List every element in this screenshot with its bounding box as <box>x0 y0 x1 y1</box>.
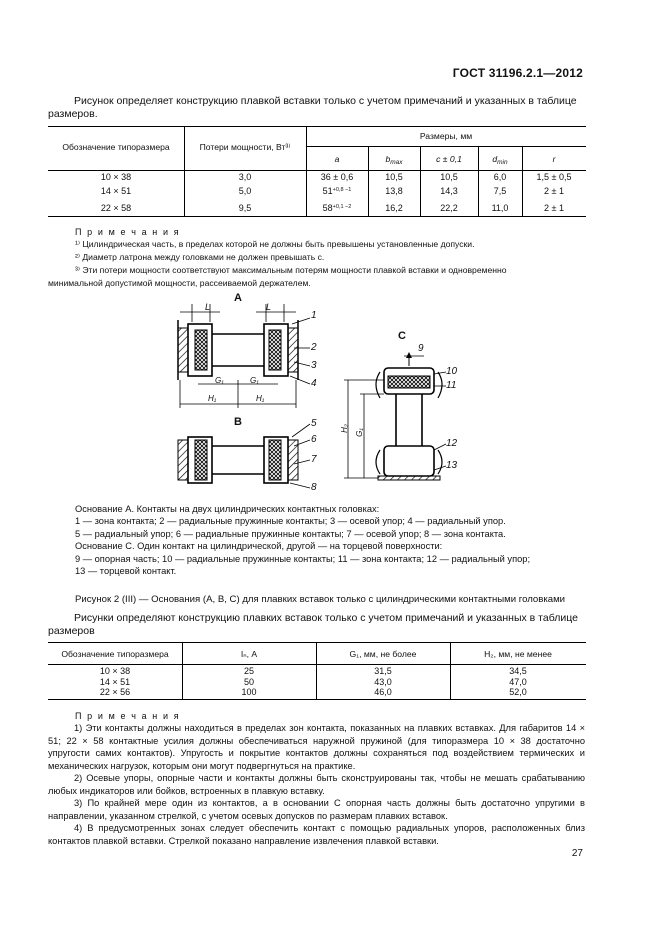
col-designation: Обозначение типоразмера <box>62 142 170 152</box>
base-a-drawing <box>178 304 310 408</box>
intro-paragraph-1: Рисунок определяет конструкцию плавкой вставки только с учетом примечаний и указанных в таблице размеров. <box>48 95 577 120</box>
callout-8: 8 <box>311 482 317 493</box>
base-c-drawing <box>344 352 446 480</box>
t2-col-g1: G₁, мм, не более <box>349 649 417 659</box>
note-3-cont: минимальной допустимой мощности, рассеиваемой держателем. <box>48 278 311 288</box>
callout-4: 4 <box>311 378 317 389</box>
callout-6: 6 <box>311 434 317 445</box>
label-h1-right: H₁ <box>256 394 265 403</box>
sub-c: c ± 0,1 <box>436 154 462 164</box>
callout-13: 13 <box>446 460 458 471</box>
table-row: 10 × 38 25 31,5 34,5 <box>99 666 527 676</box>
notes-title: П р и м е ч а н и я <box>75 227 181 237</box>
col-power: Потери мощности, Вт³⁾ <box>199 142 291 152</box>
callout-3: 3 <box>311 360 317 371</box>
table-row: 10 × 38 3,0 36 ± 0,6 10,5 10,5 6,0 1,5 ± 0,5 <box>100 172 572 182</box>
label-l-left: L <box>205 302 211 312</box>
label-base-b: B <box>234 416 242 428</box>
table-row: 14 × 51 50 43,0 47,0 <box>99 677 527 687</box>
callout-7: 7 <box>311 454 317 465</box>
label-g1-vertical: G₁ <box>354 428 364 437</box>
label-base-c: C <box>398 330 406 342</box>
note2-1: 1) Эти контакты должны находиться в пределах зон контакта, показанных на плавких вставках. Для габаритов 14 × 51; 22 × 58 контактные усилия должны обеспечиваться наружной пружиной (для типоразмера 10 × 38 достаточно упругости самих контактов). Упругость и покрытие контактов должны сохраняться под воздействием термических и механических нагрузок, которым они могут подвергнуться на практике. <box>48 723 585 771</box>
note2-4: 4) В предусмотренных зонах следует обеспечить контакт с помощью радиальных упоров, расположенных близ контактов плавкой вставки. Стрелкой показано направление извлечения плавкой вставки. <box>48 823 585 846</box>
note2-3: 3) По крайней мере один из контактов, а в основании С опорная часть должны быть достаточно упругими в направлении, указанном стрелкой, с учетом осевых допусков по размерам плавких вставок. <box>48 798 585 821</box>
label-g1-left: G₁ <box>215 376 224 385</box>
sub-d: $d_{min}$ <box>492 154 508 166</box>
note-2: ²⁾ Диаметр латрона между головками не должен превышать c. <box>75 252 325 262</box>
callout-12: 12 <box>446 438 458 449</box>
label-base-a: A <box>234 292 242 304</box>
table-row: 22 × 56 100 46,0 52,0 <box>99 687 527 697</box>
label-h2: H₂ <box>339 424 349 433</box>
base-b-drawing <box>178 424 310 488</box>
table-row: 14 × 51 5,0 $51^{+0,8 -1}$ 13,8 14,3 7,5 2 ± 1 <box>100 186 564 196</box>
figure-caption: Рисунок 2 (III) — Основания (А, В, С) для плавких вставок только с цилиндрическими контактными головками <box>75 594 566 605</box>
label-l-right: L <box>266 302 272 312</box>
label-g1-right: G₁ <box>250 376 259 385</box>
t2-col-designation: Обозначение типоразмера <box>61 649 169 659</box>
t2-col-h2: H₂, мм, не менее <box>484 649 552 659</box>
sub-a: a <box>334 154 340 164</box>
label-h1-left: H₁ <box>208 394 217 403</box>
sub-r: r <box>552 154 556 164</box>
page-number: 27 <box>571 848 583 859</box>
standard-header: ГОСТ 31196.2.1—2012 <box>452 66 583 80</box>
t2-col-current: Iₙ, А <box>240 649 258 659</box>
table-row: 22 × 58 9,5 $58^{+0,1 -2}$ 16,2 22,2 11,0 2 ± 1 <box>100 203 564 213</box>
note2-2: 2) Осевые упоры, опорные части и контакты должны быть сконструированы так, чтобы не мешать срабатыванию любых индикаторов или бойков, встроенных в плавкую вставку. <box>48 773 585 796</box>
col-sizes: Размеры, мм <box>419 131 473 141</box>
callout-10: 10 <box>446 366 458 377</box>
callout-1: 1 <box>311 310 317 321</box>
callout-2: 2 <box>311 342 317 353</box>
notes2-title: П р и м е ч а н и я <box>75 711 181 721</box>
figure-legend: Основание А. Контакты на двух цилиндрических контактных головках: 1 — зона контакта; 2 — радиальные пружинные контакты; 3 — осевой упор; 4 — радиальный упор. 5 — радиальный упор; 6 — радиальные пружинные контакты; 7 — осевой упор; 8 — зона контакта. Основание С. Один контакт на цилиндрической, другой — на торцевой поверхности: 9 — опорная часть; 10 — радиальные пружинные контакты; 11 — зона контакта; 12 — радиальный упор; 13 — торцевой контакт. <box>75 504 531 577</box>
note-3: ³⁾ Эти потери мощности соответствуют максимальным потерям мощности плавкой вставки и одновременно <box>75 265 507 275</box>
note-1: ¹⁾ Цилиндрическая часть, в пределах которой не должны быть превышены установленные допуски. <box>75 239 475 249</box>
callout-5: 5 <box>311 418 317 429</box>
callout-9: 9 <box>418 343 424 354</box>
sub-b: $b_{max}$ <box>385 154 403 166</box>
intro-paragraph-2: Рисунки определяют конструкцию плавких вставок только с учетом примечаний и указанных в таблице размеров <box>48 612 578 637</box>
callout-11: 11 <box>446 380 457 391</box>
